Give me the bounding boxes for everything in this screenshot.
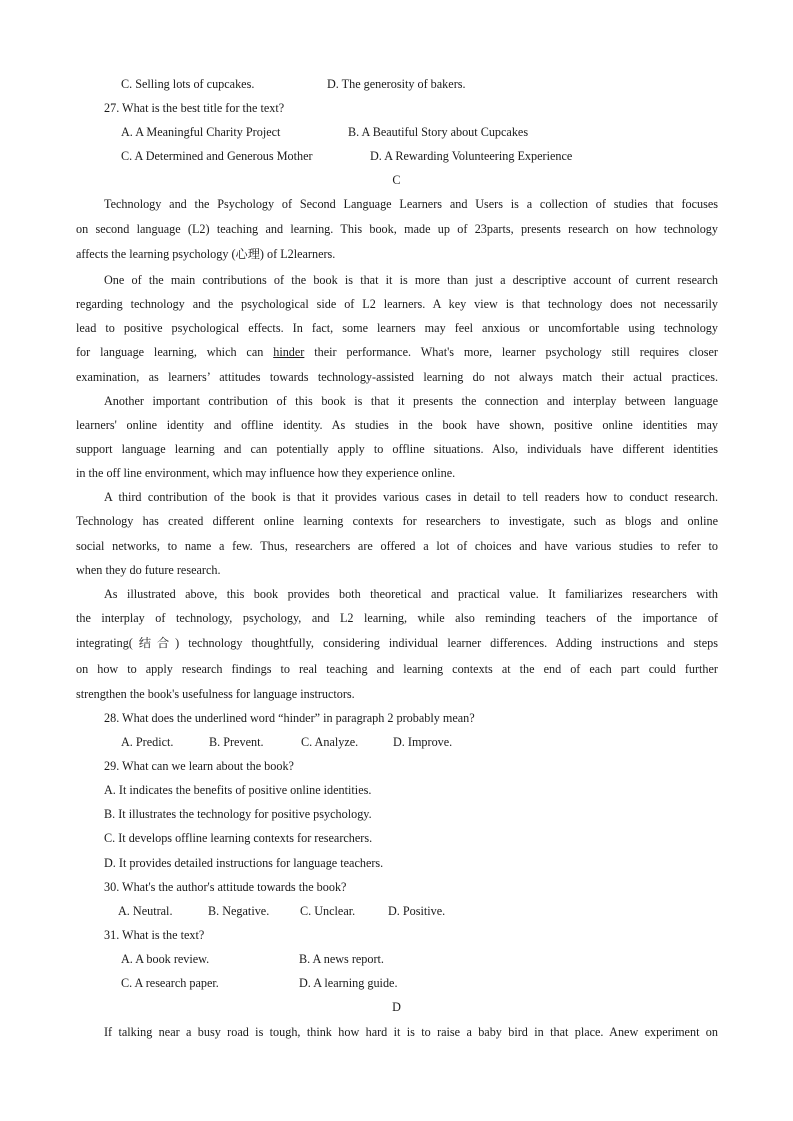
passage-c-p5-line3: integrating(结合) technology thoughtfully, considering individual learner differences. Adding instructions and steps [76,636,718,650]
q27-option-c: C. A Determined and Generous Mother [121,149,313,163]
passage-c-p2-line4-start: for language learning, which can [76,345,274,359]
passage-c-p4-line4: when they do future research. [76,563,221,577]
q31-option-a: A. A book review. [121,952,210,966]
passage-c-p1-line3: affects the learning psychology (心理) of L2learners. [76,247,336,261]
passage-c-p2-line4-end: their performance. What's more, learner psychology still requires closer [304,345,718,359]
passage-c-p3-line2: learners' online identity and offline identity. As studies in the book have shown, positive online identities may [76,418,718,432]
q27-stem: 27. What is the best title for the text? [104,101,285,115]
q30-stem: 30. What's the author's attitude towards the book? [104,880,347,894]
q26-option-c: C. Selling lots of cupcakes. [121,77,255,91]
q27-option-a: A. A Meaningful Charity Project [121,125,281,139]
passage-c-p3-line1: Another important contribution of this book is that it presents the connection and interplay between language [104,394,718,408]
q31-stem: 31. What is the text? [104,928,205,942]
q28-option-d: D. Improve. [393,735,453,749]
q30-option-a: A. Neutral. [118,904,173,918]
passage-c-p4-line1: A third contribution of the book is that it provides various cases in detail to tell readers how to conduct research. [104,490,718,504]
q31-option-c: C. A research paper. [121,976,219,990]
q29-option-b: B. It illustrates the technology for positive psychology. [104,807,372,821]
passage-c-p5-line2: the interplay of technology, psychology, and L2 learning, while also reminding teachers of the importance of [76,611,718,625]
passage-c-p3-line3: support language learning and can potentially apply to offline situations. Also, individuals have different identities [76,442,718,456]
q29-stem: 29. What can we learn about the book? [104,759,294,773]
passage-c-p5-line4: on how to apply research findings to real teaching and learning contexts at the end of each part could further [76,662,718,676]
q28-option-b: B. Prevent. [209,735,264,749]
passage-d-p1-line1: If talking near a busy road is tough, think how hard it is to raise a baby bird in that place. Anew experiment on [104,1025,718,1039]
q29-option-a: A. It indicates the benefits of positive online identities. [104,783,372,797]
q31-option-d: D. A learning guide. [299,976,398,990]
q30-option-c: C. Unclear. [300,904,356,918]
passage-c-p2-line5: examination, as learners’ attitudes towards technology-assisted learning do not always match their actual practices. [76,370,718,384]
passage-d-heading: D [392,1000,401,1014]
q26-option-d: D. The generosity of bakers. [327,77,466,91]
passage-c-heading: C [392,173,401,187]
passage-c-p2-line1: One of the main contributions of the book is that it is more than just a descriptive account of current research [104,273,718,287]
passage-c-p1-line1: Technology and the Psychology of Second Language Learners and Users is a collection of studies that focuses [104,197,718,211]
passage-c-p1-line2: on second language (L2) teaching and learning. This book, made up of 23parts, presents research on how technology [76,222,718,236]
passage-c-p4-line2: Technology has created different online learning contexts for researchers to investigate, such as blogs and online [76,514,718,528]
q29-option-c: C. It develops offline learning contexts for researchers. [104,831,373,845]
q28-option-c: C. Analyze. [301,735,359,749]
passage-c-p5-line1: As illustrated above, this book provides both theoretical and practical value. It familiarizes researchers with [104,587,718,601]
passage-c-p5-line5: strengthen the book's usefulness for language instructors. [76,687,355,701]
passage-c-p2-line2: regarding technology and the psychological side of L2 learners. A key view is that technology does not necessarily [76,297,718,311]
passage-c-p2-line4 [76,344,718,360]
q30-option-b: B. Negative. [208,904,270,918]
q28-stem: 28. What does the underlined word “hinder” in paragraph 2 probably mean? [104,711,475,725]
q27-option-b: B. A Beautiful Story about Cupcakes [348,125,529,139]
passage-c-p3-line4: in the off line environment, which may influence how they experience online. [76,466,456,480]
passage-c-p4-line3: social networks, to name a few. Thus, researchers are offered a lot of choices and have various studies to refer to [76,539,718,553]
q29-option-d: D. It provides detailed instructions for language teachers. [104,856,384,870]
q31-option-b: B. A news report. [299,952,384,966]
passage-c-p2-line3: lead to positive psychological effects. In fact, some learners may feel anxious or uncomfortable using technology [76,321,718,335]
q27-option-d: D. A Rewarding Volunteering Experience [370,149,573,163]
q30-option-d: D. Positive. [388,904,446,918]
q28-option-a: A. Predict. [121,735,174,749]
underlined-word-hinder: hinder [273,345,305,359]
